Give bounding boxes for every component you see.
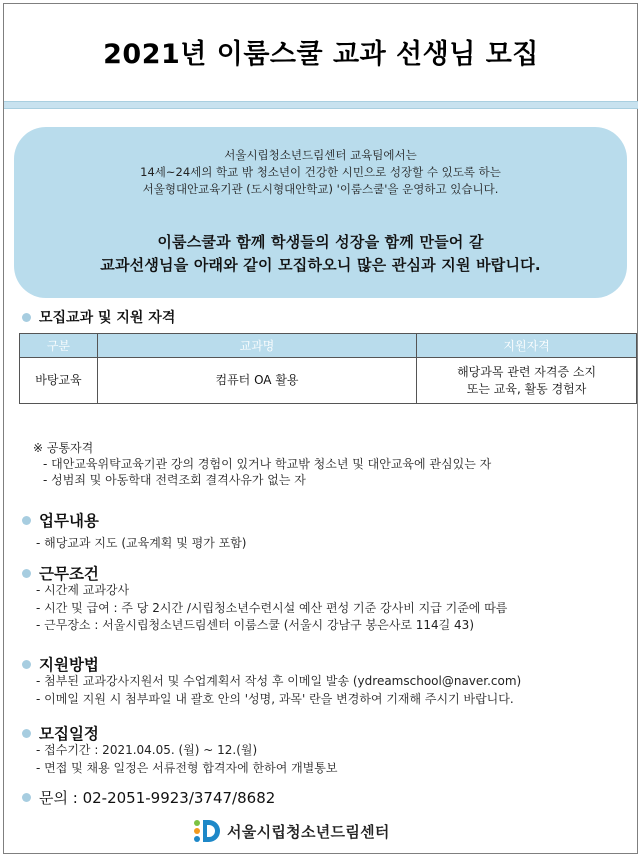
section-heading: 모집일정	[39, 725, 99, 743]
table-cell-category: 바탕교육	[20, 358, 98, 404]
section-heading: 모집교과 및 지원 자격	[39, 310, 176, 326]
conditions-line: - 시간제 교과강사	[36, 583, 130, 597]
schedule-line: - 면접 및 채용 일정은 서류전형 합격자에 한하여 개별통보	[36, 760, 338, 775]
intro-line: 서울시립청소년드림센터 교육팀에서는	[224, 148, 417, 162]
qualification-table	[19, 333, 637, 404]
schedule-heading	[22, 722, 99, 744]
section-heading: 업무내용	[39, 512, 99, 530]
bullet-icon	[22, 793, 31, 802]
conditions-line: - 근무장소 : 서울시립청소년드림센터 이룸스쿨 (서울시 강남구 봉은사로 114길 43)	[36, 618, 475, 632]
intro-line: 14세~24세의 학교 밖 청소년이 건강한 시민으로 성장할 수 있도록 하는	[140, 165, 501, 179]
table-header: 구분	[20, 334, 98, 358]
apply-line: - 첨부된 교과강사지원서 및 수업계획서 작성 후 이메일 발송 (ydreamschool@naver.com)	[36, 674, 522, 688]
contact-text: 문의 : 02-2051-9923/3747/8682	[39, 789, 276, 807]
common-line: - 성범죄 및 아동학대 전력조회 결격사유가 없는 자	[43, 473, 306, 487]
schedule-body	[36, 742, 337, 777]
intro-highlight	[14, 231, 627, 277]
apply-body	[36, 673, 521, 708]
intro-text	[14, 147, 627, 198]
apply-heading	[22, 653, 99, 675]
page-title: 2021년 이룸스쿨 교과 선생님 모집	[103, 39, 539, 70]
table-cell-qualification	[417, 358, 637, 404]
dream-center-logo-icon	[193, 818, 223, 844]
title-divider	[4, 101, 638, 109]
duties-line: - 해당교과 지도 (교육계획 및 평가 포함)	[36, 536, 247, 550]
intro-line: 서울형대안교육기관 (도시형대안학교) '이룸스쿨'을 운영하고 있습니다.	[142, 182, 499, 196]
bullet-icon	[22, 660, 31, 669]
duties-heading	[22, 509, 99, 531]
conditions-body	[36, 582, 507, 635]
title-band	[4, 12, 638, 90]
common-line: - 대안교육위탁교육기관 강의 경험이 있거나 학교밖 청소년 및 대안교육에 관심있는 자	[43, 457, 492, 471]
bullet-icon	[22, 313, 31, 322]
table-header-row	[20, 334, 637, 358]
schedule-line: - 접수기간 : 2021.04.05. (월) ~ 12.(월)	[36, 743, 258, 757]
table-cell-subject: 컴퓨터 OA 활용	[97, 358, 416, 404]
table-header: 교과명	[97, 334, 416, 358]
qualification-heading	[22, 307, 175, 327]
qualification-line: 또는 교육, 활동 경험자	[466, 381, 587, 396]
duties-body	[36, 535, 246, 551]
bullet-icon	[22, 516, 31, 525]
table-row	[20, 358, 637, 404]
section-heading: 근무조건	[39, 565, 99, 583]
intro-box	[14, 127, 627, 298]
contact-info	[22, 787, 275, 808]
table-header: 지원자격	[417, 334, 637, 358]
center-name: 서울시립청소년드림센터	[227, 822, 390, 841]
bullet-icon	[22, 729, 31, 738]
center-logo	[193, 818, 390, 844]
common-label: ※ 공통자격	[33, 441, 94, 455]
intro-highlight-line: 이룸스쿨과 함께 학생들의 성장을 함께 만들어 갈	[157, 233, 484, 251]
conditions-line: - 시간 및 급여 : 주 당 2시간 /시립청소년수련시설 예산 편성 기준 강사비 지급 기준에 따름	[36, 600, 508, 615]
conditions-heading	[22, 562, 99, 584]
apply-line: - 이메일 지원 시 첨부파일 내 괄호 안의 '성명, 과목' 란을 변경하여 기재해 주시기 바랍니다.	[36, 691, 514, 706]
bullet-icon	[22, 569, 31, 578]
qualification-line: 해당과목 관련 자격증 소지	[457, 364, 597, 379]
intro-highlight-line: 교과선생님을 아래와 같이 모집하오니 많은 관심과 지원 바랍니다.	[100, 256, 541, 274]
section-heading: 지원방법	[39, 656, 99, 674]
common-qualifications	[33, 440, 491, 488]
